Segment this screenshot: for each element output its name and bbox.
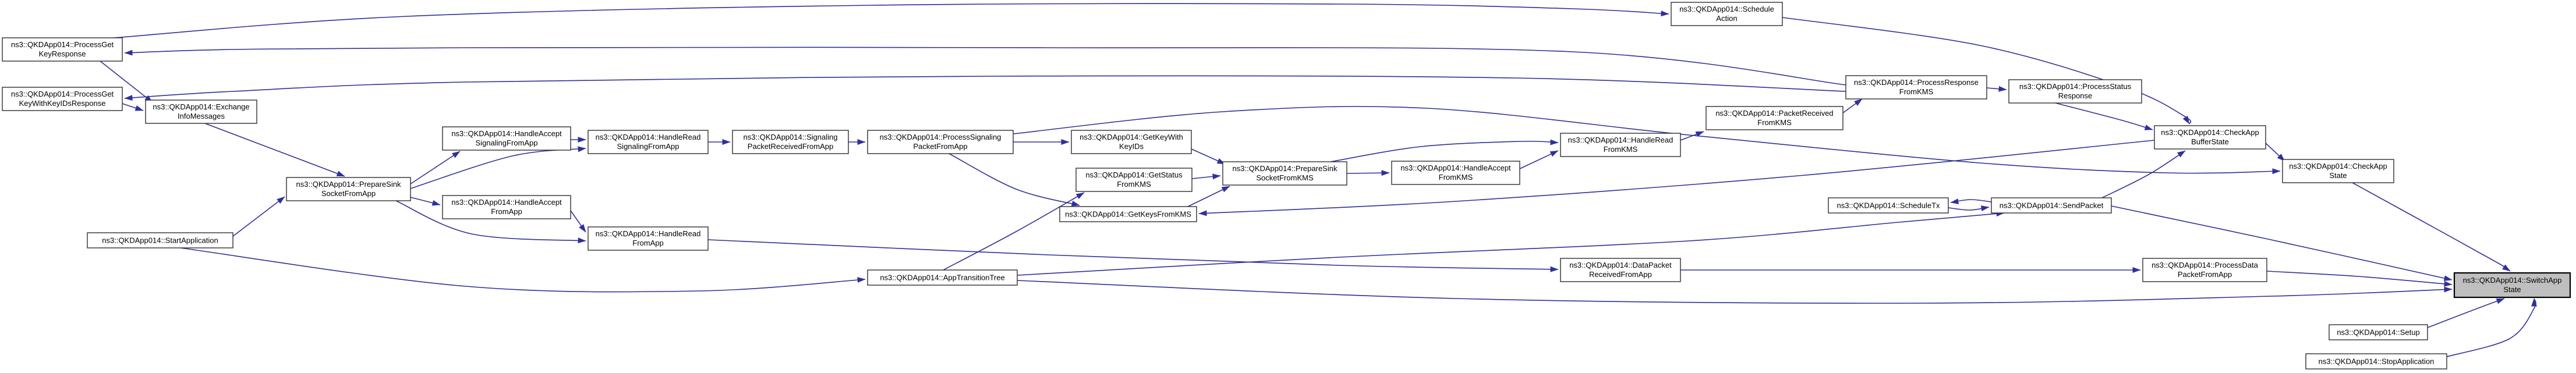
node-label-schedule-tx: ns3::QKDApp014::ScheduleTx	[1837, 201, 1940, 210]
node-process-data-packet-from-app[interactable]	[2143, 258, 2267, 282]
node-label-handle-read-from-kms: ns3::QKDApp014::HandleRead FromKMS	[1567, 136, 1673, 154]
node-process-get-key-response[interactable]	[2, 38, 122, 61]
node-data-packet-received-from-app[interactable]	[1561, 258, 1680, 282]
edge-setup--switch-app-state	[2428, 299, 2504, 328]
edge-app-transition-tree--get-status-from-kms	[943, 193, 1084, 270]
node-setup[interactable]	[2329, 325, 2428, 340]
edge-get-status-from-kms--prepare-sink-socket-from-kms	[1192, 176, 1220, 179]
node-label-process-data-packet-from-app: ns3::QKDApp014::ProcessData PacketFromApp	[2152, 261, 2258, 279]
node-label-signaling-packet-received-from-app: ns3::QKDApp014::Signaling PacketReceivedFromApp	[743, 133, 838, 151]
edge-send-packet--check-app-buffer-state	[2102, 151, 2185, 198]
node-handle-accept-from-app[interactable]	[443, 196, 571, 219]
node-handle-accept-signaling-from-app[interactable]	[443, 127, 571, 150]
node-handle-read-from-kms[interactable]	[1561, 133, 1680, 157]
node-prepare-sink-socket-from-app[interactable]	[286, 177, 411, 201]
edge-start-application--prepare-sink-socket-from-app	[233, 197, 285, 236]
node-process-get-key-with-key-ids-response[interactable]	[2, 87, 122, 111]
node-label-app-transition-tree: ns3::QKDApp014::AppTransitionTree	[880, 273, 1005, 282]
node-label-switch-app-state: ns3::QKDApp014::SwitchApp State	[2462, 276, 2562, 294]
node-prepare-sink-socket-from-kms[interactable]	[1223, 162, 1347, 185]
edge-schedule-tx--send-packet	[1948, 207, 1989, 210]
edge-process-response-from-kms--process-get-key-response	[125, 47, 1846, 85]
node-label-get-key-with-key-ids: ns3::QKDApp014::GetKeyWith KeyIDs	[1080, 133, 1183, 151]
edge-process-response-from-kms--process-status-response	[1987, 88, 2007, 90]
node-label-check-app-buffer-state: ns3::QKDApp014::CheckApp BufferState	[2161, 128, 2259, 146]
edge-process-response-from-kms--process-get-key-with-key-ids-response	[125, 76, 1846, 98]
node-label-handle-accept-from-app: ns3::QKDApp014::HandleAccept FromApp	[451, 198, 562, 216]
node-label-handle-read-signaling-from-app: ns3::QKDApp014::HandleRead SignalingFromApp	[595, 133, 701, 151]
node-switch-app-state[interactable]	[2454, 273, 2570, 297]
node-label-exchange-info-messages: ns3::QKDApp014::Exchange InfoMessages	[153, 102, 250, 120]
edge-send-packet--schedule-tx	[1951, 200, 1991, 203]
node-handle-read-from-app[interactable]	[588, 227, 708, 250]
edge-prepare-sink-socket-from-app--handle-accept-signaling-from-app	[411, 151, 460, 184]
node-label-process-status-response: ns3::QKDApp014::ProcessStatus Response	[2019, 82, 2132, 100]
node-process-status-response[interactable]	[2009, 80, 2142, 103]
edge-process-get-key-response--schedule-action	[114, 3, 1669, 38]
node-label-prepare-sink-socket-from-kms: ns3::QKDApp014::PrepareSink SocketFromKMS	[1232, 164, 1337, 182]
node-label-setup: ns3::QKDApp014::Setup	[2337, 328, 2420, 337]
edge-exchange-info-messages--prepare-sink-socket-from-app	[205, 123, 345, 176]
edge-schedule-action--check-app-buffer-state	[1782, 17, 2191, 124]
edge-get-key-with-key-ids--prepare-sink-socket-from-kms	[1191, 149, 1225, 164]
edge-prepare-sink-socket-from-kms--handle-read-from-kms	[1331, 141, 1558, 162]
edge-check-app-buffer-state--check-app-state	[2266, 143, 2285, 161]
node-get-status-from-kms[interactable]	[1076, 168, 1192, 191]
edge-prepare-sink-socket-from-app--handle-accept-from-app	[411, 197, 440, 205]
node-label-get-keys-from-kms: ns3::QKDApp014::GetKeysFromKMS	[1065, 209, 1191, 219]
edge-prepare-sink-socket-from-app--handle-read-signaling-from-app	[411, 148, 586, 189]
node-label-packet-received-from-kms: ns3::QKDApp014::PacketReceived FromKMS	[1715, 109, 1834, 127]
edge-handle-read-from-app--data-packet-received-from-app	[708, 240, 1558, 269]
node-packet-received-from-kms[interactable]	[1706, 106, 1843, 130]
edge-packet-received-from-kms--process-response-from-kms	[1843, 99, 1862, 113]
node-process-response-from-kms[interactable]	[1846, 76, 1987, 99]
node-stop-application[interactable]	[2306, 354, 2447, 369]
edge-process-get-key-with-key-ids-response--exchange-info-messages	[122, 104, 143, 111]
node-label-process-response-from-kms: ns3::QKDApp014::ProcessResponse FromKMS	[1854, 78, 1979, 96]
node-label-stop-application: ns3::QKDApp014::StopApplication	[2318, 357, 2435, 366]
edge-process-signaling-packet-from-app--get-keys-from-kms	[949, 154, 1080, 205]
edge-app-transition-tree--send-packet	[1017, 213, 2004, 275]
edge-app-transition-tree--switch-app-state	[1017, 280, 2452, 303]
edge-handle-accept-from-app--handle-read-from-app	[571, 211, 586, 232]
edge-get-keys-from-kms--prepare-sink-socket-from-kms	[1188, 186, 1230, 207]
node-send-packet[interactable]	[1991, 198, 2111, 213]
node-check-app-buffer-state[interactable]	[2154, 126, 2266, 149]
node-label-send-packet: ns3::QKDApp014::SendPacket	[1999, 201, 2104, 210]
node-process-signaling-packet-from-app[interactable]	[868, 130, 1013, 154]
node-exchange-info-messages[interactable]	[146, 100, 257, 123]
node-handle-accept-from-kms[interactable]	[1392, 161, 1520, 184]
edge-process-data-packet-from-app--switch-app-state	[2267, 271, 2452, 285]
node-check-app-state[interactable]	[2283, 159, 2394, 183]
node-label-handle-accept-from-kms: ns3::QKDApp014::HandleAccept FromKMS	[1400, 164, 1511, 182]
node-label-handle-accept-signaling-from-app: ns3::QKDApp014::HandleAccept SignalingFromApp	[451, 129, 562, 147]
edge-start-application--app-transition-tree	[181, 248, 865, 292]
node-label-process-signaling-packet-from-app: ns3::QKDApp014::ProcessSignaling PacketFromApp	[879, 133, 1002, 151]
node-signaling-packet-received-from-app[interactable]	[733, 130, 848, 154]
node-get-keys-from-kms[interactable]	[1060, 207, 1197, 222]
node-label-handle-read-from-app: ns3::QKDApp014::HandleRead FromApp	[595, 229, 701, 247]
call-graph-nodes	[2, 2, 2570, 369]
node-label-schedule-action: ns3::QKDApp014::Schedule Action	[1679, 5, 1774, 23]
node-label-start-application: ns3::QKDApp014::StartApplication	[102, 236, 218, 245]
node-handle-read-signaling-from-app[interactable]	[588, 130, 708, 154]
node-schedule-tx[interactable]	[1828, 198, 1948, 213]
node-get-key-with-key-ids[interactable]	[1071, 130, 1191, 154]
node-label-process-get-key-with-key-ids-response: ns3::QKDApp014::ProcessGet KeyWithKeyIDsResponse	[10, 90, 114, 108]
node-label-get-status-from-kms: ns3::QKDApp014::GetStatus FromKMS	[1085, 170, 1183, 189]
node-label-process-get-key-response: ns3::QKDApp014::ProcessGet KeyResponse	[10, 40, 114, 58]
node-start-application[interactable]	[87, 233, 233, 248]
node-schedule-action[interactable]	[1671, 2, 1782, 26]
edge-handle-accept-from-kms--handle-read-from-kms	[1520, 151, 1558, 169]
node-label-prepare-sink-socket-from-app: ns3::QKDApp014::PrepareSink SocketFromApp	[296, 180, 401, 198]
edge-process-status-response--check-app-buffer-state	[2055, 103, 2153, 130]
edge-stop-application--switch-app-state	[2447, 299, 2536, 357]
edge-check-app-state--switch-app-state	[2352, 183, 2510, 271]
node-label-check-app-state: ns3::QKDApp014::CheckApp State	[2289, 162, 2387, 180]
node-label-data-packet-received-from-app: ns3::QKDApp014::DataPacket ReceivedFromApp	[1569, 261, 1672, 279]
node-app-transition-tree[interactable]	[868, 270, 1017, 285]
